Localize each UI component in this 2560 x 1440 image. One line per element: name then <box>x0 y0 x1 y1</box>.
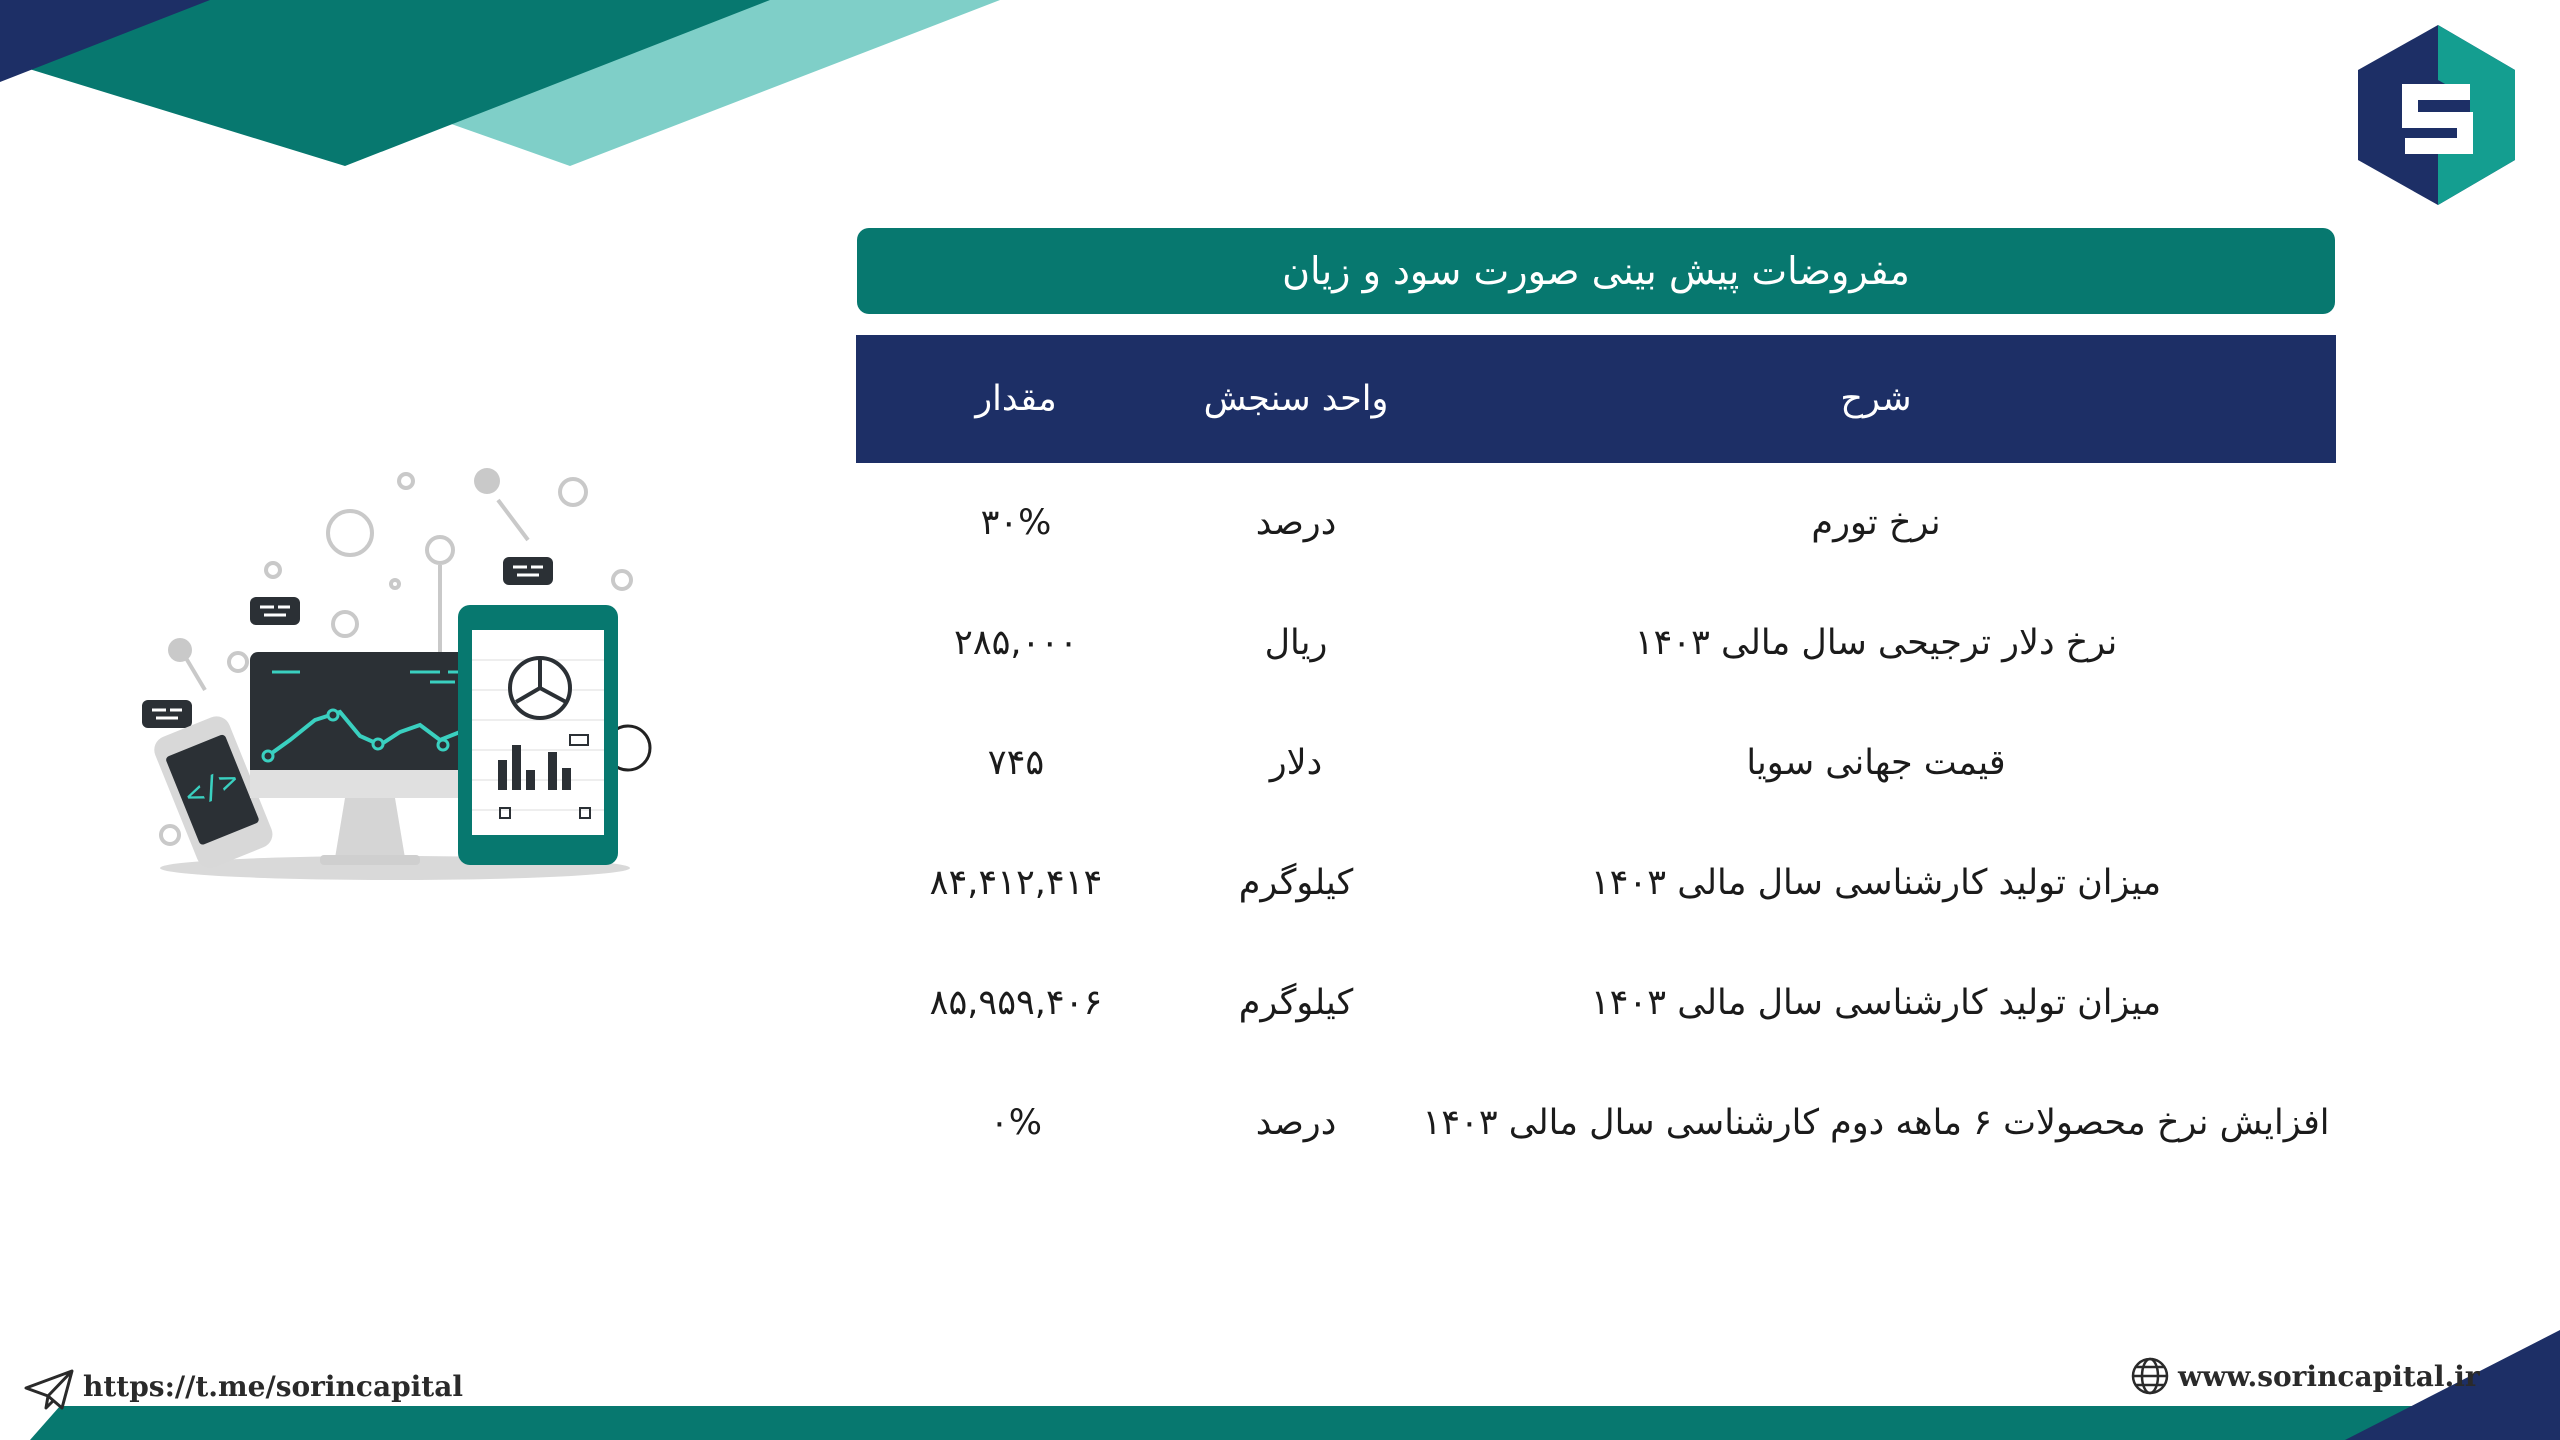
table-row <box>856 1063 2336 1183</box>
cell-amount: ۳۰% <box>980 503 1052 543</box>
cell-unit: کیلوگرم <box>1238 863 1354 903</box>
cell-amount: ۸۴,۴۱۲,۴۱۴ <box>929 863 1103 903</box>
globe-icon <box>2130 1356 2170 1396</box>
table-row <box>856 823 2336 943</box>
table-row <box>856 703 2336 823</box>
cell-unit: ریال <box>1264 623 1328 663</box>
cell-description: نرخ تورم <box>1811 503 1941 543</box>
table-row <box>856 463 2336 583</box>
header-description: شرح <box>1840 379 1912 419</box>
cell-description: میزان تولید کارشناسی سال مالی ۱۴۰۳ <box>1590 863 2162 903</box>
cell-amount: ۸۵,۹۵۹,۴۰۶ <box>929 983 1103 1023</box>
cell-description: نرخ دلار ترجیحی سال مالی ۱۴۰۳ <box>1634 623 2118 663</box>
cell-description: قیمت جهانی سویا <box>1746 743 2006 783</box>
cell-unit: دلار <box>1269 743 1323 783</box>
table-row <box>856 943 2336 1063</box>
svg-text:</>: </> <box>180 761 244 815</box>
telegram-link[interactable]: https://t.me/sorincapital <box>83 1370 464 1403</box>
table-row <box>856 583 2336 703</box>
cell-amount: ۰% <box>989 1103 1043 1143</box>
cell-unit: کیلوگرم <box>1238 983 1354 1023</box>
cell-unit: درصد <box>1255 1103 1337 1143</box>
page-title: مفروضات پیش بینی صورت سود و زیان <box>857 228 2335 314</box>
assumptions-table <box>856 335 2336 1183</box>
header-unit: واحد سنجش <box>1203 379 1389 419</box>
cell-description: میزان تولید کارشناسی سال مالی ۱۴۰۳ <box>1590 983 2162 1023</box>
cell-amount: ۲۸۵,۰۰۰ <box>954 623 1078 663</box>
header-amount: مقدار <box>975 379 1057 419</box>
table-header <box>856 335 2336 463</box>
paper-plane-icon <box>24 1368 76 1412</box>
website-link[interactable]: www.sorincapital.ir <box>2178 1360 2480 1393</box>
cell-description: افزایش نرخ محصولات ۶ ماهه دوم کارشناسی سال مالی ۱۴۰۳ <box>1422 1103 2330 1143</box>
cell-amount: ۷۴۵ <box>987 743 1045 783</box>
cell-unit: درصد <box>1255 503 1337 543</box>
